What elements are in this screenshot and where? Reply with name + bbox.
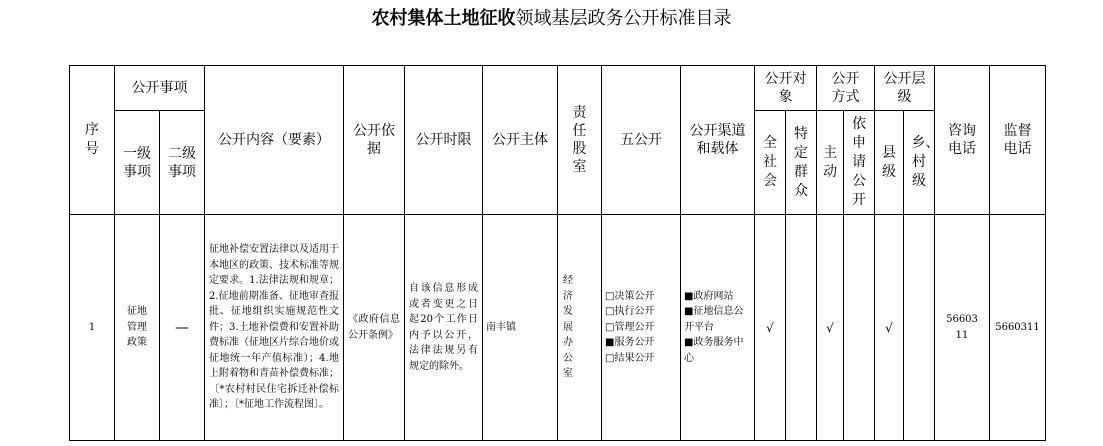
- header-seq: 序号: [70, 66, 115, 215]
- header-tier: 公开层级: [875, 66, 935, 111]
- row-seq: 1: [70, 215, 115, 441]
- five-item: □结果公开: [605, 352, 655, 364]
- row-subject: 南丰镇: [483, 215, 558, 441]
- header-subject: 公开主体: [483, 66, 558, 215]
- header-method-active: 主动: [817, 111, 844, 215]
- row-content: 征地补偿安置法律以及适用于本地区的政策、技术标准等规定要求。1.法律法规和规章；2.征地前期准备、征地审查报批、征地组织实施规范性文件；3.土地补偿费和安置补助费标准（征地区片综合地价或征地统一年产值标准）；4.地上附着物和青苗补偿费标准；〔*农村村民住宅拆迁补偿标准〕；〔*征地工作流程图〕。: [205, 215, 344, 441]
- row-level1: 征地管理政策: [115, 215, 160, 441]
- header-target-specific: 特定群众: [786, 111, 817, 215]
- header-level2: 二级事项: [160, 111, 205, 215]
- five-item: □管理公开: [605, 321, 655, 333]
- header-tier-town: 乡、村级: [904, 111, 935, 215]
- header-deadline: 公开时限: [405, 66, 483, 215]
- page-title: [0, 6, 1103, 32]
- table-row: [70, 215, 1046, 441]
- header-method: 公开方式: [817, 66, 875, 111]
- header-five: 五公开: [602, 66, 681, 215]
- row-method-request: [844, 215, 875, 441]
- channel-item: ■政府网站: [684, 290, 734, 302]
- header-supervise: 监督电话: [990, 66, 1046, 215]
- header-row-1: [70, 66, 1046, 111]
- row-five: [602, 215, 681, 441]
- header-consult: 咨询电话: [935, 66, 990, 215]
- row-tier-town: [904, 215, 935, 441]
- title-rest: 领域基层政务公开标准目录: [515, 8, 732, 29]
- header-items: 公开事项: [115, 66, 205, 111]
- row-channel: [681, 215, 755, 441]
- row-level2: —: [160, 215, 205, 441]
- row-consult: 5660311: [935, 215, 990, 441]
- row-tier-county: √: [875, 215, 904, 441]
- header-tier-county: 县级: [875, 111, 904, 215]
- header-office: 责任股室: [558, 66, 602, 215]
- header-method-request: 依申请公开: [844, 111, 875, 215]
- five-item: □执行公开: [605, 306, 655, 318]
- row-office: 经济发展办公室: [558, 215, 602, 441]
- header-level1: 一级事项: [115, 111, 160, 215]
- channel-item: ■政务服务中心: [684, 337, 744, 364]
- header-target-all: 全社会: [755, 111, 786, 215]
- row-deadline: 自该信息形成或者变更之日起20个工作日内予以公开，法律法规另有规定的除外。: [405, 215, 483, 441]
- five-item: □决策公开: [605, 290, 655, 302]
- title-bold: 农村集体土地征收: [371, 8, 516, 29]
- header-target: 公开对象: [755, 66, 817, 111]
- row-target-all: √: [755, 215, 786, 441]
- five-item: ■服务公开: [605, 337, 655, 349]
- row-target-specific: [786, 215, 817, 441]
- row-supervise: 5660311: [990, 215, 1046, 441]
- channel-item: ■征地信息公开平台: [684, 306, 744, 333]
- header-channel: 公开渠道和载体: [681, 66, 755, 215]
- row-method-active: √: [817, 215, 844, 441]
- row-basis: 《政府信息公开条例》: [344, 215, 405, 441]
- header-content: 公开内容（要素）: [205, 66, 344, 215]
- catalog-table: [69, 65, 1046, 441]
- header-basis: 公开依据: [344, 66, 405, 215]
